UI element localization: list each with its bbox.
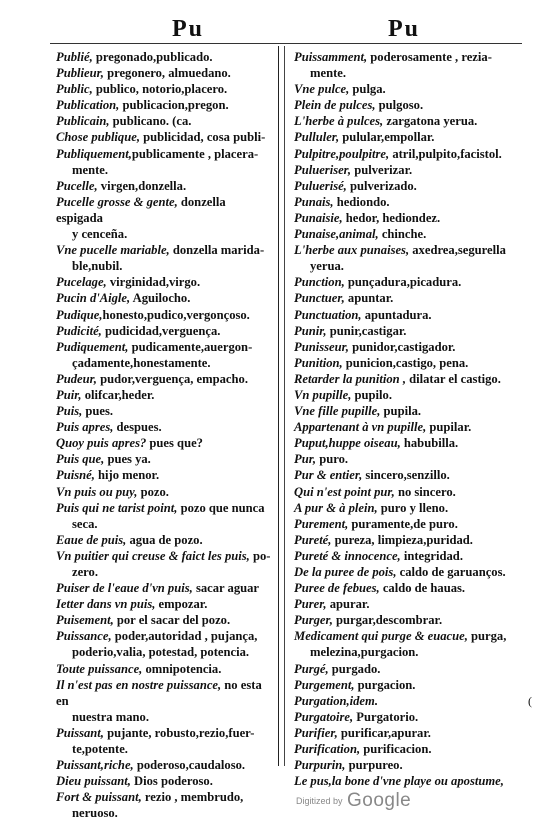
dictionary-entry [294, 661, 518, 677]
dictionary-entry [56, 548, 274, 564]
dictionary-entry [56, 129, 274, 145]
left-column [56, 49, 274, 822]
entry-translation: hediondo. [333, 194, 390, 209]
entry-translation: purga, [467, 629, 507, 644]
entry-translation: apurar. [326, 597, 370, 612]
entry-translation: puro y lleno. [377, 500, 449, 515]
dictionary-entry [294, 242, 518, 258]
entry-translation: pulverizar. [351, 162, 413, 177]
entry-headword: Public, [56, 82, 93, 97]
entry-headword: Punais, [294, 194, 334, 209]
entry-headword: Retarder la punition , [294, 371, 406, 386]
entry-headword: L'herbe aux punaises, [294, 243, 410, 258]
dictionary-entry [56, 307, 274, 323]
entry-translation: pulga. [349, 82, 386, 97]
entry-translation: seca. [72, 516, 98, 531]
entry-translation: virgen,donzella. [97, 178, 187, 193]
dictionary-entry [56, 339, 274, 355]
entry-translation: pujante, robusto,rezio,fuer- [103, 725, 255, 740]
entry-translation: caldo de hauas. [379, 581, 466, 596]
entry-headword: Appartenant à vn pupille, [294, 420, 427, 435]
dictionary-entry [294, 693, 518, 709]
entry-headword: Vn puitier qui creuse & faict les puis, [56, 548, 250, 563]
entry-headword: Quoy puis apres? [56, 436, 147, 451]
dictionary-entry [294, 773, 518, 789]
entry-translation: publicacion,pregon. [119, 98, 229, 113]
entry-headword: Purgation,idem. [294, 693, 378, 708]
entry-translation: punçadura,picadura. [344, 275, 462, 290]
entry-headword: Purer, [294, 597, 327, 612]
entry-continuation [56, 741, 274, 757]
entry-headword: Puluerisé, [294, 178, 347, 193]
dictionary-entry [56, 500, 274, 516]
entry-translation: publicano. (ca. [109, 114, 192, 129]
dictionary-entry [294, 113, 518, 129]
dictionary-entry [294, 741, 518, 757]
entry-translation: punidor,castigador. [348, 339, 456, 354]
entry-translation: çadamente,honestamente. [72, 355, 211, 370]
dictionary-entry [294, 435, 518, 451]
dictionary-entry [294, 355, 518, 371]
entry-headword: Puis, [56, 404, 83, 419]
entry-translation: omnipotencia. [142, 661, 222, 676]
entry-headword: Purement, [294, 516, 349, 531]
entry-translation: ble,nubil. [72, 259, 123, 274]
dictionary-entry [294, 628, 518, 644]
entry-headword: Pudique, [56, 307, 103, 322]
entry-translation: caldo de garuanços. [396, 565, 506, 579]
entry-headword: Puisement, [56, 613, 114, 628]
footer-brand-logo: Google [346, 790, 412, 811]
dictionary-entry [56, 371, 274, 387]
dictionary-entry [56, 65, 274, 81]
entry-headword: Punaisie, [294, 210, 343, 225]
dictionary-entry [56, 403, 274, 419]
entry-translation: por el sacar del pozo. [113, 613, 231, 628]
entry-headword: Punition, [294, 355, 343, 370]
entry-translation: purpureo. [345, 758, 403, 773]
entry-translation: melezina,purgacion. [310, 645, 419, 660]
entry-translation: donzella espigada [56, 194, 226, 225]
entry-translation: punicion,castigo, pena. [342, 355, 469, 370]
entry-translation: pues que? [146, 436, 203, 451]
entry-translation: despues. [113, 420, 162, 435]
entry-headword: Puir, [56, 387, 82, 402]
dictionary-entry [294, 709, 518, 725]
dictionary-entry [294, 178, 518, 194]
entry-translation: pudicidad,verguença. [101, 323, 221, 338]
entry-headword: Il n'est pas en nostre puissance, [56, 677, 222, 692]
entry-headword: Dieu puissant, [56, 774, 131, 789]
header-rule [50, 43, 522, 44]
dictionary-entry [56, 677, 274, 709]
entry-headword: Le pus,la bone d'vne playe ou apostume, [294, 774, 504, 789]
entry-continuation [56, 355, 274, 371]
entry-translation: puro. [316, 452, 349, 467]
dictionary-entry [56, 274, 274, 290]
entry-continuation [56, 258, 274, 274]
entry-headword: Puissant, [56, 725, 104, 740]
entry-translation: poderoso,caudaloso. [133, 758, 246, 773]
dictionary-entry [56, 532, 274, 548]
entry-headword: Pucin d'Aigle, [56, 291, 131, 306]
entry-headword: Vne pulce, [294, 82, 350, 97]
dictionary-entry [294, 467, 518, 483]
entry-translation: purificacion. [360, 742, 432, 757]
dictionary-entry [56, 419, 274, 435]
entry-translation: pupila. [380, 404, 422, 419]
entry-translation: virginidad,virgo. [106, 275, 201, 290]
entry-translation: pozo. [137, 484, 169, 499]
dictionary-entry [294, 387, 518, 403]
dictionary-entry [294, 677, 518, 693]
entry-headword: Pucelle grosse & gente, [56, 194, 178, 209]
entry-headword: L'herbe à pulces, [294, 114, 384, 129]
entry-headword: Vne fille pupille, [294, 404, 381, 419]
entry-translation: poder,autoridad , pujança, [111, 629, 258, 644]
entry-headword: Pulpitre,poulpitre, [294, 146, 390, 161]
entry-headword: Punctuer, [294, 291, 345, 306]
dictionary-entry [294, 757, 518, 773]
entry-translation: Aguilocho. [130, 291, 191, 306]
footer-prefix: Digitized by [296, 796, 343, 806]
dictionary-entry [56, 789, 274, 805]
entry-translation: sacar aguar [192, 581, 260, 596]
dictionary-entry [294, 49, 518, 65]
entry-translation: purgar,descombrar. [332, 613, 443, 628]
dictionary-entry [294, 403, 518, 419]
running-head-left: Pu [172, 16, 205, 42]
entry-translation: dilatar el castigo. [405, 371, 501, 386]
entry-translation: olifcar,heder. [81, 387, 155, 402]
dictionary-entry [294, 500, 518, 516]
dictionary-entry [294, 548, 518, 564]
entry-translation: nuestra mano. [72, 709, 149, 724]
dictionary-entry [294, 226, 518, 242]
dictionary-entry [56, 725, 274, 741]
entry-headword: Pucelle, [56, 178, 98, 193]
entry-continuation [56, 516, 274, 532]
entry-headword: Pulueriser, [294, 162, 352, 177]
entry-translation: zargatona yerua. [383, 114, 478, 129]
entry-headword: A pur & à plein, [294, 500, 378, 515]
entry-headword: Pur, [294, 452, 317, 467]
dictionary-entry [294, 162, 518, 178]
dictionary-entry [56, 97, 274, 113]
entry-headword: Puis que, [56, 452, 105, 467]
entry-translation: publicidad, cosa publi- [139, 130, 266, 145]
entry-translation: purgado. [328, 661, 381, 676]
dictionary-entry [294, 580, 518, 596]
dictionary-entry [56, 435, 274, 451]
entry-translation: pulular,empollar. [339, 130, 435, 145]
entry-translation: yerua. [310, 259, 344, 274]
entry-headword: Purifier, [294, 725, 338, 740]
dictionary-entry [294, 451, 518, 467]
entry-headword: Puis qui ne tarist point, [56, 500, 178, 515]
entry-translation: pudicamente,auergon- [128, 339, 253, 354]
dictionary-entry [294, 323, 518, 339]
entry-translation: mente. [72, 162, 109, 177]
entry-translation: zero. [72, 565, 98, 579]
entry-translation: hijo menor. [94, 468, 160, 483]
entry-headword: De la puree de pois, [294, 565, 397, 579]
dictionary-entry [294, 516, 518, 532]
entry-translation: pureza, limpieza,puridad. [331, 532, 473, 547]
running-head-right: Pu [388, 16, 421, 42]
entry-translation: pregonado,publicado. [92, 50, 213, 64]
entry-headword: Puissance, [56, 629, 112, 644]
entry-headword: Vne pucelle mariable, [56, 243, 170, 258]
dictionary-entry [294, 371, 518, 387]
entry-headword: Pudeur, [56, 371, 97, 386]
dictionary-entry [294, 307, 518, 323]
dictionary-entry [56, 628, 274, 644]
entry-translation: chinche. [378, 227, 427, 242]
entry-headword: Puree de febues, [294, 581, 380, 596]
dictionary-entry [294, 194, 518, 210]
dictionary-entry [294, 612, 518, 628]
entry-continuation [56, 709, 274, 725]
entry-headword: Purgé, [294, 661, 329, 676]
dictionary-entry [294, 274, 518, 290]
entry-translation: Purgatorio. [353, 709, 419, 724]
entry-translation: y cenceña. [72, 227, 128, 242]
entry-headword: Fort & puissant, [56, 790, 142, 805]
entry-continuation [56, 226, 274, 242]
entry-headword: Punaise,animal, [294, 227, 379, 242]
dictionary-entry [56, 81, 274, 97]
dictionary-entry [56, 596, 274, 612]
entry-translation: Dios poderoso. [130, 774, 213, 789]
entry-headword: Vn puis ou puy, [56, 484, 138, 499]
entry-translation: atril,pulpito,facistol. [389, 146, 502, 161]
dictionary-entry [294, 419, 518, 435]
entry-headword: Publié, [56, 50, 93, 64]
entry-translation: no esta en [56, 677, 262, 708]
dictionary-entry [56, 612, 274, 628]
dictionary-entry [56, 113, 274, 129]
dictionary-entry [294, 564, 518, 580]
entry-continuation [56, 805, 274, 821]
entry-headword: Qui n'est point pur, [294, 484, 395, 499]
entry-headword: Pucelage, [56, 275, 107, 290]
entry-translation: publico, notorio,placero. [92, 82, 228, 97]
dictionary-entry [294, 81, 518, 97]
entry-headword: Plein de pulces, [294, 98, 376, 113]
entry-headword: Puput,huppe oiseau, [294, 436, 401, 451]
entry-headword: Pudicité, [56, 323, 102, 338]
dictionary-entry [56, 49, 274, 65]
entry-headword: Punction, [294, 275, 345, 290]
dictionary-entry [56, 773, 274, 789]
entry-translation: poderio,valia, potestad, potencia. [72, 645, 250, 660]
entry-headword: Purification, [294, 742, 361, 757]
dictionary-entry [56, 467, 274, 483]
entry-translation: mente. [310, 66, 347, 81]
entry-translation: punir,castigar. [326, 323, 407, 338]
dictionary-entry [56, 323, 274, 339]
dictionary-entry [56, 484, 274, 500]
entry-continuation [294, 644, 518, 660]
entry-translation: purificar,apurar. [337, 725, 431, 740]
dictionary-entry [56, 146, 274, 162]
entry-translation: poderosamente , rezia- [367, 50, 492, 64]
digitized-footer [296, 790, 411, 812]
entry-translation: pues ya. [104, 452, 151, 467]
entry-translation: po- [249, 548, 271, 563]
entry-headword: Puissant,riche, [56, 758, 134, 773]
dictionary-entry [56, 661, 274, 677]
page-header [0, 16, 554, 42]
entry-translation: puramente,de puro. [348, 516, 458, 531]
dictionary-entry [294, 290, 518, 306]
entry-headword: Purgement, [294, 677, 355, 692]
dictionary-entry [56, 242, 274, 258]
entry-translation: agua de pozo. [126, 532, 203, 547]
entry-headword: Pureté & innocence, [294, 548, 401, 563]
entry-translation: hedor, hediondez. [342, 210, 441, 225]
entry-translation: pudor,verguença, empacho. [96, 371, 248, 386]
entry-headword: Publicain, [56, 114, 110, 129]
dictionary-entry [56, 178, 274, 194]
entry-headword: Puisné, [56, 468, 95, 483]
entry-translation: empozar. [155, 597, 208, 612]
right-column [294, 49, 518, 789]
entry-headword: Purgatoire, [294, 709, 354, 724]
entry-translation: publicamente , placera- [131, 146, 259, 161]
entry-headword: Vn pupille, [294, 387, 352, 402]
entry-headword: Punisseur, [294, 339, 349, 354]
entry-translation: no sincero. [394, 484, 456, 499]
dictionary-entry [56, 290, 274, 306]
entry-headword: Pulluler, [294, 130, 340, 145]
entry-headword: Toute puissance, [56, 661, 143, 676]
entry-continuation [294, 258, 518, 274]
entry-continuation [294, 65, 518, 81]
entry-headword: Pudiquement, [56, 339, 129, 354]
entry-headword: Puiser de l'eaue d'vn puis, [56, 581, 193, 596]
entry-translation: integridad. [400, 548, 463, 563]
entry-continuation [56, 162, 274, 178]
entry-translation: rezio , membrudo, [141, 790, 244, 805]
entry-headword: Eaue de puis, [56, 532, 127, 547]
dictionary-entry [294, 146, 518, 162]
entry-translation: pregonero, almuedano. [103, 66, 231, 81]
margin-mark: ( [528, 694, 532, 708]
entry-translation: neruoso. [72, 806, 118, 821]
dictionary-entry [56, 757, 274, 773]
entry-continuation [56, 644, 274, 660]
entry-translation: honesto,pudico,vergonçoso. [102, 307, 250, 322]
entry-translation: pulverizado. [346, 178, 417, 193]
entry-headword: Ietter dans vn puis, [56, 597, 156, 612]
column-divider [278, 46, 279, 766]
entry-headword: Puis apres, [56, 420, 114, 435]
entry-headword: Chose publique, [56, 130, 140, 145]
dictionary-entry [56, 387, 274, 403]
entry-headword: Puissamment, [294, 50, 368, 64]
dictionary-entry [294, 97, 518, 113]
entry-continuation [56, 564, 274, 580]
dictionary-entry [294, 484, 518, 500]
entry-translation: sincero,senzillo. [362, 468, 450, 483]
entry-translation: pozo que nunca [177, 500, 265, 515]
entry-translation: pupilar. [426, 420, 472, 435]
entry-translation: te,potente. [72, 742, 128, 757]
entry-headword: Pur & entier, [294, 468, 363, 483]
entry-translation: apuntar. [344, 291, 394, 306]
dictionary-entry [56, 194, 274, 226]
entry-headword: Punctuation, [294, 307, 362, 322]
entry-headword: Medicament qui purge & euacue, [294, 629, 468, 644]
entry-headword: Publiquement, [56, 146, 132, 161]
entry-translation: pupilo. [351, 387, 392, 402]
entry-translation: apuntadura. [361, 307, 432, 322]
entry-translation: purgacion. [354, 677, 416, 692]
entry-translation: axedrea,segurella [409, 243, 506, 258]
column-divider-inner [284, 46, 285, 766]
entry-translation: donzella marida- [169, 243, 265, 258]
dictionary-entry [56, 580, 274, 596]
dictionary-entry [294, 210, 518, 226]
dictionary-entry [294, 725, 518, 741]
dictionary-entry [56, 451, 274, 467]
entry-headword: Publieur, [56, 66, 104, 81]
entry-headword: Pureté, [294, 532, 332, 547]
entry-translation: habubilla. [400, 436, 459, 451]
entry-headword: Publication, [56, 98, 120, 113]
entry-translation: pulgoso. [375, 98, 424, 113]
dictionary-entry [294, 129, 518, 145]
entry-headword: Purger, [294, 613, 333, 628]
dictionary-entry [294, 532, 518, 548]
entry-translation: pues. [82, 404, 114, 419]
entry-headword: Punir, [294, 323, 327, 338]
dictionary-entry [294, 596, 518, 612]
dictionary-entry [294, 339, 518, 355]
entry-headword: Purpurin, [294, 758, 346, 773]
